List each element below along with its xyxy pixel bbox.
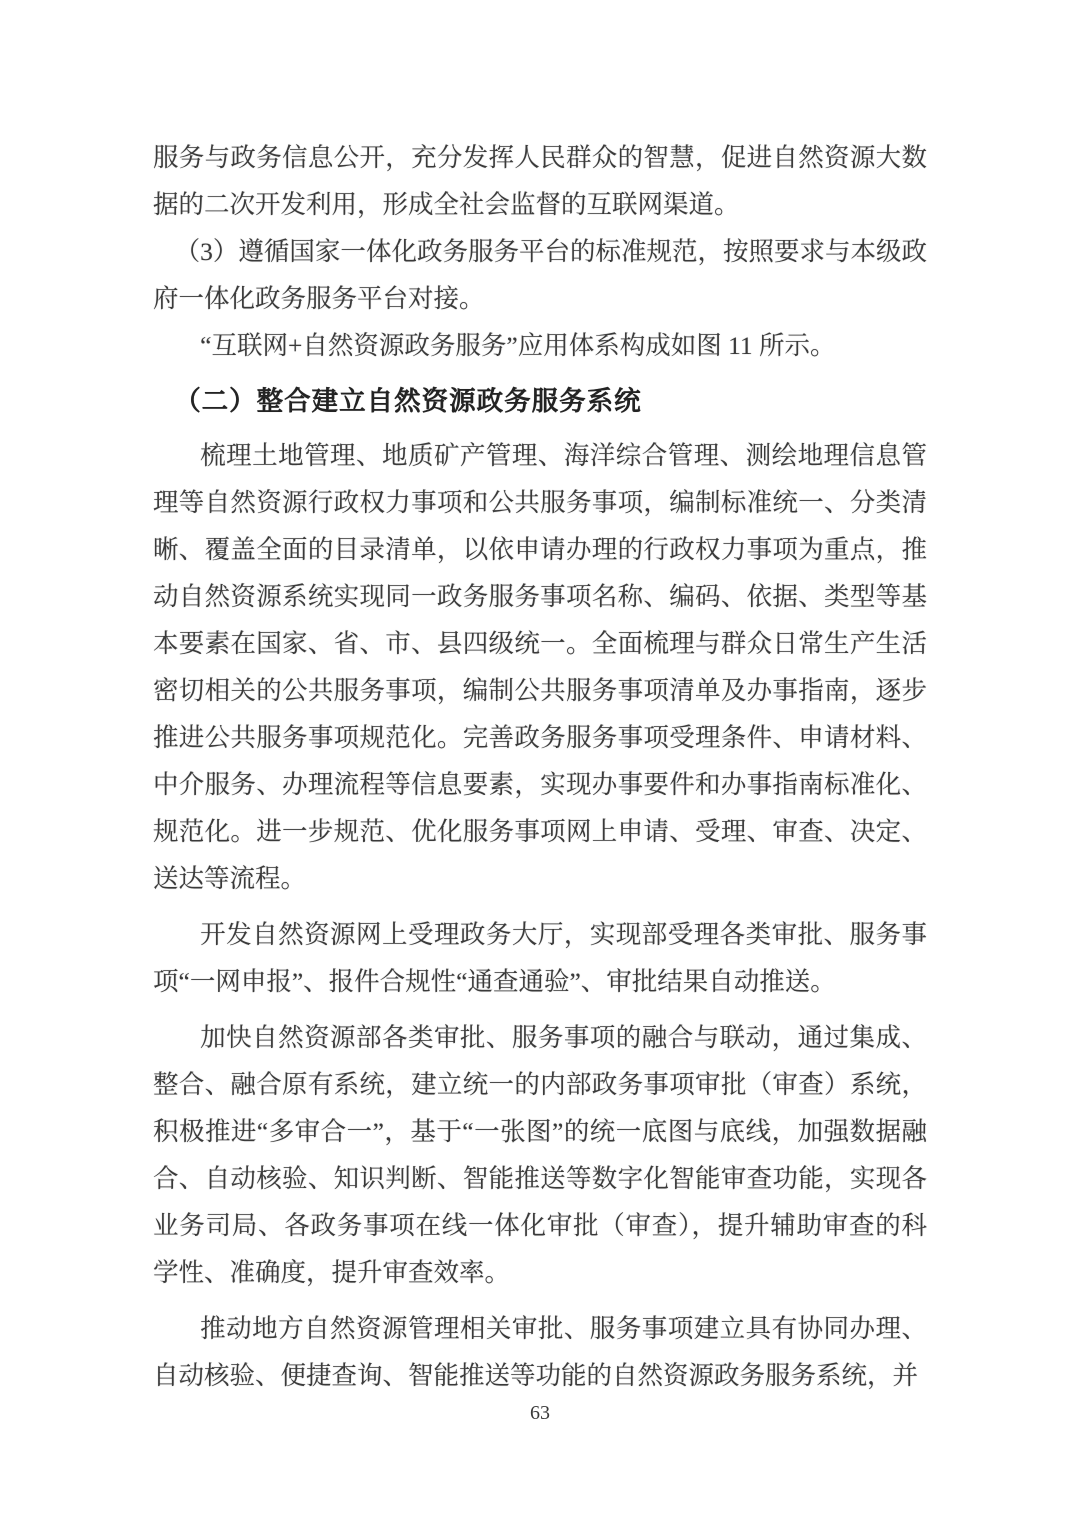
paragraph-figure-reference: “互联网+自然资源政务服务”应用体系构成如图 11 所示。 [200, 331, 836, 360]
paragraph-local-systems: 推动地方自然资源管理相关审批、服务事项建立具有协同办理、自动核验、便捷查询、智能推送等功能的自然资源政务服务系统，并 [153, 1314, 927, 1390]
paragraph-online-hall: 开发自然资源网上受理政务大厅，实现部受理各类审批、服务事项“一网申报”、报件合规性“通查通验”、审批结果自动推送。 [153, 920, 927, 996]
document-body [153, 134, 927, 1399]
paragraph-approval-integration: 加快自然资源部各类审批、服务事项的融合与联动，通过集成、整合、融合原有系统，建立统一的内部政务事项审批（审查）系统，积极推进“多审合一”，基于“一张图”的统一底图与底线，加强数据融合、自动核验、知识判断、智能推送等数字化智能审查功能，实现各业务司局、各政务事项在线一体化审批（审查），提升辅助审查的科学性、准确度，提升审查效率。 [153, 1023, 927, 1287]
paragraph-continuation: 服务与政务信息公开，充分发挥人民群众的智慧，促进自然资源大数据的二次开发利用，形成全社会监督的互联网渠道。 [153, 143, 927, 219]
paragraph-item-3: （3）遵循国家一体化政务服务平台的标准规范，按照要求与本级政府一体化政务服务平台对接。 [153, 237, 927, 313]
section-heading: （二）整合建立自然资源政务服务系统 [174, 386, 642, 416]
page-number: 63 [530, 1402, 550, 1424]
paragraph-service-items: 梳理土地管理、地质矿产管理、海洋综合管理、测绘地理信息管理等自然资源行政权力事项和公共服务事项，编制标准统一、分类清晰、覆盖全面的目录清单，以依申请办理的行政权力事项为重点，推动自然资源系统实现同一政务服务事项名称、编码、依据、类型等基本要素在国家、省、市、县四级统一。全面梳理与群众日常生产生活密切相关的公共服务事项，编制公共服务事项清单及办事指南，逐步推进公共服务事项规范化。完善政务服务事项受理条件、申请材料、中介服务、办理流程等信息要素，实现办事要件和办事指南标准化、规范化。进一步规范、优化服务事项网上申请、受理、审查、决定、送达等流程。 [153, 441, 927, 893]
